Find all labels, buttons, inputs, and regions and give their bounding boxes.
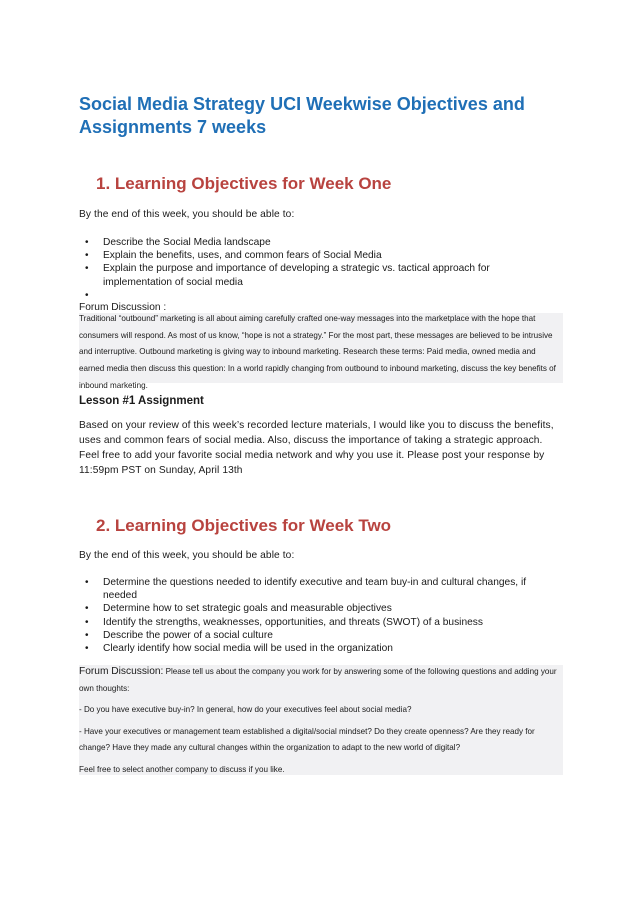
list-item: • Explain the purpose and importance of developing a strategic vs. tactical approach for implementation of social media <box>79 262 559 288</box>
week-two-question: Feel free to select another company to discuss if you like. <box>79 764 285 774</box>
week-two-question: - Have your executives or management team established a digital/social mindset? Do they create openness? Are they ready for change? Have they made any cultural changes within the organization to adapt to the new world of digital? <box>79 726 535 752</box>
week-one-intro: By the end of this week, you should be able to: <box>79 209 295 220</box>
list-item: • Describe the power of a social culture <box>79 629 559 642</box>
document-title: Social Media Strategy UCI Weekwise Objectives and Assignments 7 weeks <box>79 94 525 137</box>
week-two-question: - Do you have executive buy-in? In general, how do your executives feel about social media? <box>79 705 412 714</box>
lesson-one-text: Based on your review of this week’s recorded lecture materials, I would like you to discuss the benefits, uses and common fears of social media. Also, discuss the importance of taking a strategic approach. Feel free to add your favorite social media network and why you use it. Please post your response by 11:59pm PST on Sunday, April 13th <box>79 420 554 476</box>
week-two-forum-intro-text: Please tell us about the company you work for by answering some of the following questions and adding your own thoughts: <box>79 667 557 693</box>
week-two-forum-label: Forum Discussion: <box>79 666 164 677</box>
week-two-objectives <box>79 576 559 655</box>
week-one-heading: 1. Learning Objectives for Week One <box>96 174 392 193</box>
list-item: • Describe the Social Media landscape <box>79 236 559 249</box>
week-two-intro: By the end of this week, you should be able to: <box>79 550 295 561</box>
week-two-forum-intro <box>79 664 563 697</box>
week-one-objectives <box>79 236 559 302</box>
list-item: • Identify the strengths, weaknesses, opportunities, and threats (SWOT) of a business <box>79 616 559 629</box>
list-item: • Determine the questions needed to identify executive and team buy-in and cultural changes, if needed <box>79 576 559 602</box>
week-one-forum-text: Traditional “outbound” marketing is all about aiming carefully crafted one-way messages into the marketplace with the hope that consumers will respond. As most of us know, “hope is not a strategy.” For the most part, these messages are believed to be intrusive and interruptive. Outbound marketing is giving way to inbound marketing. Research these terms: Paid media, owned media and earned media then discuss this question: In a world rapidly changing from outbound to inbound marketing, discuss the key benefits of inbound marketing. <box>79 314 556 390</box>
week-two-forum <box>79 664 563 778</box>
list-item: • Explain the benefits, uses, and common fears of Social Media <box>79 249 559 262</box>
lesson-one-heading: Lesson #1 Assignment <box>79 395 204 407</box>
week-two-heading: 2. Learning Objectives for Week Two <box>96 516 392 535</box>
week-one-forum-label: Forum Discussion : <box>79 302 167 313</box>
list-item: • Clearly identify how social media will be used in the organization <box>79 642 559 655</box>
list-item: • Determine how to set strategic goals and measurable objectives <box>79 602 559 615</box>
